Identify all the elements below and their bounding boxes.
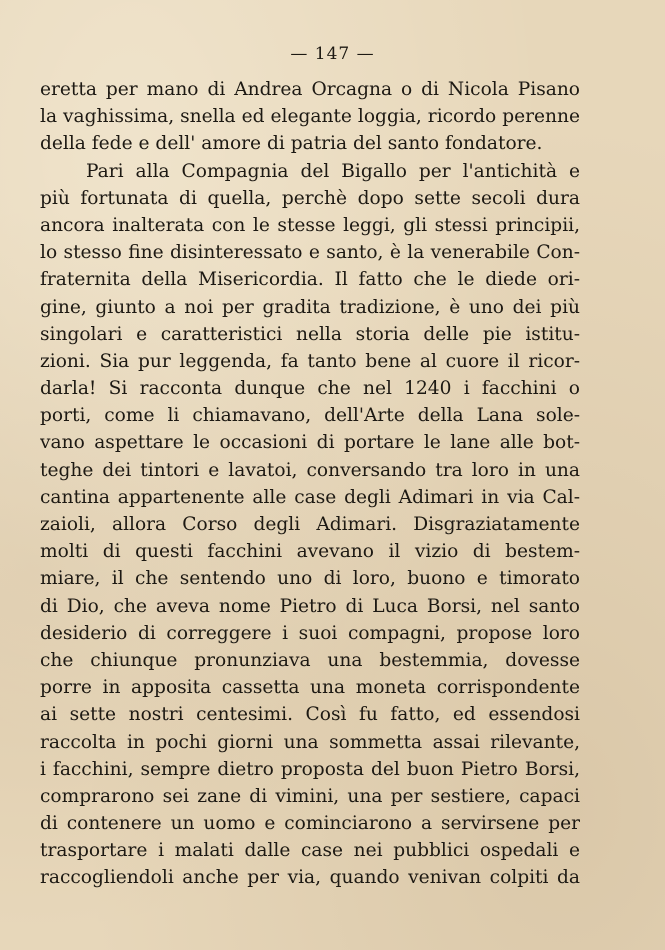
text-line: porre in apposita cassetta una moneta corrispondente	[40, 677, 580, 699]
text-line: miare, il che sentendo uno di loro, buono e timorato	[40, 568, 580, 590]
text-line: vano aspettare le occasioni di portare le lane alle bot-	[40, 432, 580, 454]
text-line: raccogliendoli anche per via, quando venivan colpiti da	[40, 867, 580, 889]
text-line: cantina appartenente alle case degli Adimari in via Cal-	[40, 486, 580, 508]
text-line: gine, giunto a noi per gradita tradizione, è uno dei più	[40, 296, 580, 318]
text-line: della fede e dell' amore di patria del santo fondatore.	[40, 133, 543, 155]
text-line: di Dio, che aveva nome Pietro di Luca Borsi, nel santo	[40, 595, 580, 617]
text-line: ancora inalterata con le stesse leggi, gli stessi principii,	[40, 214, 580, 236]
text-line: la vaghissima, snella ed elegante loggia, ricordo perenne	[40, 106, 580, 128]
text-line: più fortunata di quella, perchè dopo sette secoli dura	[40, 187, 580, 209]
text-line: che chiunque pronunziava una bestemmia, dovesse	[40, 649, 580, 671]
text-line: di contenere un uomo e cominciarono a servirsene per	[40, 813, 580, 835]
text-line: zaioli, allora Corso degli Adimari. Disgraziatamente	[40, 514, 580, 535]
text-line: trasportare i malati dalle case nei pubblici ospedali e	[40, 840, 580, 862]
body-text	[40, 76, 580, 892]
text-line: desiderio di correggere i suoi compagni, propose loro	[40, 622, 580, 644]
text-line: molti di questi facchini avevano il vizio di bestem-	[40, 541, 580, 563]
text-line: eretta per mano di Andrea Orcagna o di Nicola Pisano	[40, 79, 580, 100]
text-line: zioni. Sia pur leggenda, fa tanto bene al cuore il ricor-	[40, 350, 580, 372]
text-line: Pari alla Compagnia del Bigallo per l'antichità e	[86, 160, 580, 182]
text-line: ai sette nostri centesimi. Così fu fatto, ed essendosi	[40, 704, 580, 726]
text-line: darla! Si racconta dunque che nel 1240 i facchini o	[40, 378, 580, 400]
page-number: — 147 —	[290, 44, 375, 64]
text-line: comprarono sei zane di vimini, una per sestiere, capaci	[40, 785, 580, 807]
text-line: teghe dei tintori e lavatoi, conversando tra loro in una	[40, 459, 580, 481]
text-line: fraternita della Misericordia. Il fatto che le diede ori-	[40, 269, 580, 291]
text-line: singolari e caratteristici nella storia delle pie istitu-	[40, 323, 580, 345]
text-line: i facchini, sempre dietro proposta del buon Pietro Borsi,	[40, 758, 580, 780]
text-line: porti, come li chiamavano, dell'Arte della Lana sole-	[40, 405, 580, 427]
text-line: lo stesso fine disinteressato e santo, è la venerabile Con-	[40, 242, 580, 264]
text-line: raccolta in pochi giorni una sommetta assai rilevante,	[40, 731, 580, 753]
